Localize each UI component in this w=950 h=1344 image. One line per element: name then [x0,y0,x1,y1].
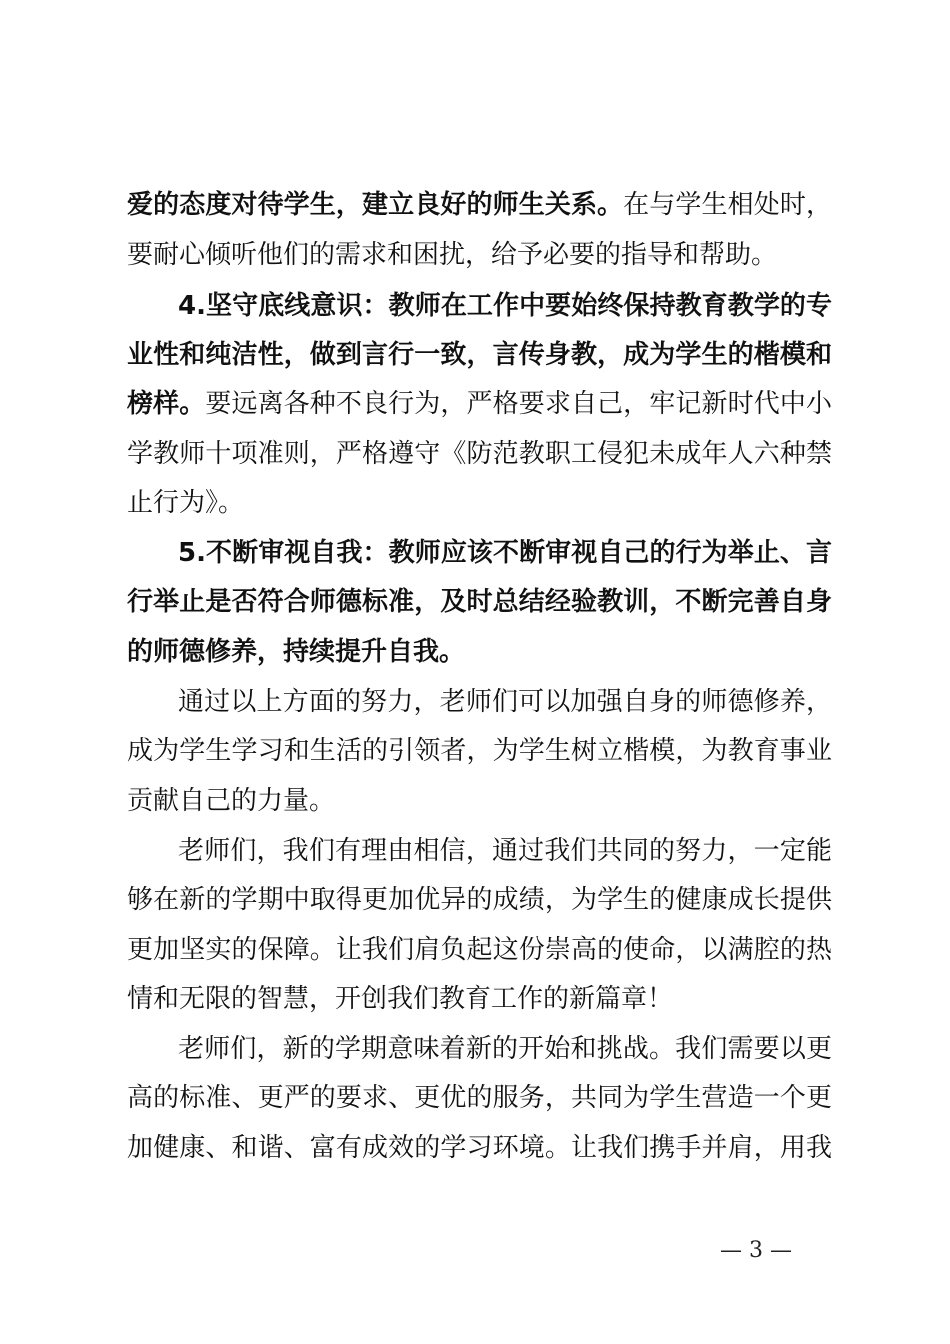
text-run: 够在新的学期中取得更加优异的成绩，为学生的健康成长提供 [127,885,832,915]
text-run: 学教师十项准则，严格遵守《防范教职工侵犯未成年人六种禁 [127,439,832,469]
text-run: 成为学生学习和生活的引领者，为学生树立楷模，为教育事业 [127,736,832,766]
text-line [127,735,832,767]
text-run: 要远离各种不良行为，严格要求自己，牢记新时代中小 [205,389,832,419]
text-run: 通过以上方面的努力，老师们可以加强自身的师德修养， [178,687,832,717]
text-line [178,835,832,867]
bold-text-run: 爱的态度对待学生，建立良好的师生关系。 [127,190,624,220]
bold-text-run: 业性和纯洁性，做到言行一致，言传身教，成为学生的楷模和 [127,340,832,370]
text-run: 老师们，我们有理由相信，通过我们共同的努力，一定能 [178,836,832,866]
text-line [127,239,832,271]
text-run: 加健康、和谐、富有成效的学习环境。让我们携手并肩，用我 [127,1133,832,1163]
text-line [127,785,832,817]
text-line [127,983,832,1015]
text-line [127,189,832,221]
text-run: 情和无限的智慧，开创我们教育工作的新篇章！ [127,984,674,1014]
text-line [127,388,832,420]
text-line [127,636,832,668]
bold-text-run: 榜样。 [127,389,206,419]
text-line [127,934,832,966]
text-run: 老师们，新的学期意味着新的开始和挑战。我们需要以更 [178,1034,832,1064]
page-number: — 3 — [720,1238,792,1263]
text-run: 更加坚实的保障。让我们肩负起这份崇高的使命，以满腔的热 [127,935,832,965]
text-run: 要耐心倾听他们的需求和困扰，给予必要的指导和帮助。 [127,240,778,270]
text-line [127,586,832,618]
text-line [178,686,832,718]
bold-text-run: 4.坚守底线意识：教师在工作中要始终保持教育教学的专 [178,291,832,321]
bold-text-run: 的师德修养，持续提升自我。 [127,637,466,667]
bold-text-run: 5.不断审视自我：教师应该不断审视自己的行为举止、言 [178,538,832,568]
text-run: 高的标准、更严的要求、更优的服务，共同为学生营造一个更 [127,1083,832,1113]
text-line [127,438,832,470]
text-run: 止行为》。 [127,488,245,518]
list-item-heading-line [178,290,832,322]
text-line [127,1132,832,1164]
bold-text-run: 行举止是否符合师德标准，及时总结经验教训，不断完善自身 [127,587,832,617]
text-line [127,339,832,371]
text-line [127,1082,832,1114]
text-line [178,1033,832,1065]
text-line [127,487,832,519]
text-run: 在与学生相处时， [623,190,832,220]
text-run: 贡献自己的力量。 [127,786,336,816]
list-item-heading-line [178,537,832,569]
text-line [127,884,832,916]
